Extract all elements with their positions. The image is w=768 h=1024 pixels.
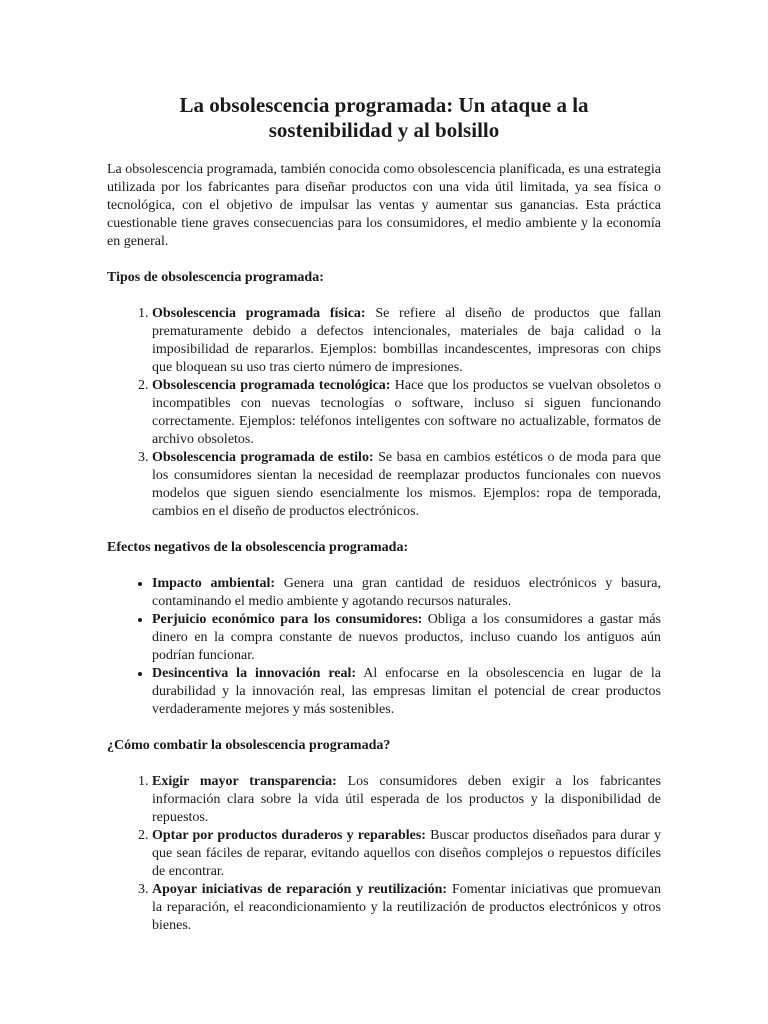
list-item <box>152 773 661 827</box>
list-item-term: Obsolescencia programada tecnológica: <box>152 378 391 393</box>
list-item <box>152 611 661 665</box>
list-item-text: Obliga a los consumidores a gastar más dinero en la compra constante de nuevos productos, incluso cuando los antiguos aún podrían funcionar. <box>152 612 661 663</box>
list-item <box>152 665 661 719</box>
list-item-text: Al enfocarse en la obsolescencia en lugar de la durabilidad y la innovación real, las empresas limitan el potencial de crear productos verdaderamente mejores y más sostenibles. <box>152 666 661 717</box>
section-heading-effects: Efectos negativos de la obsolescencia programada: <box>107 540 409 555</box>
list-item-term: Obsolescencia programada de estilo: <box>152 450 374 465</box>
list-item-term: Obsolescencia programada física: <box>152 306 366 321</box>
list-item <box>152 575 661 611</box>
document-title: La obsolescencia programada: Un ataque a la sostenibilidad y al bolsillo <box>179 93 589 142</box>
list-item <box>152 449 661 521</box>
list-item-term: Optar por productos duraderos y reparables: <box>152 828 426 843</box>
list-item-term: Apoyar iniciativas de reparación y reutilización: <box>152 882 448 897</box>
list-item <box>152 881 661 935</box>
section-heading-types: Tipos de obsolescencia programada: <box>107 270 324 285</box>
section-heading-combat: ¿Cómo combatir la obsolescencia programada? <box>107 738 391 753</box>
list-item-text: Los consumidores deben exigir a los fabricantes información clara sobre la vida útil esperada de los productos y la disponibilidad de repuestos. <box>152 774 662 825</box>
list-item-term: Desincentiva la innovación real: <box>152 666 357 681</box>
list-item <box>152 305 661 377</box>
list-item-term: Perjuicio económico para los consumidores: <box>152 612 423 627</box>
intro-paragraph: La obsolescencia programada, también conocida como obsolescencia planificada, es una estrategia utilizada por los fabricantes para diseñar productos con una vida útil limitada, ya sea física o tecnológica, con el objetivo de impulsar las ventas y aumentar sus ganancias. Esta práctica cuestionable tiene graves consecuencias para los consumidores, el medio ambiente y la economía en general. <box>107 162 661 249</box>
list-item <box>152 377 661 449</box>
combat-list <box>107 773 661 935</box>
list-item-text: Hace que los productos se vuelvan obsoletos o incompatibles con nuevas tecnologías o software, incluso si siguen funcionando correctamente. Ejemplos: teléfonos inteligentes con software no actualizable, formatos de archivo obsoletos. <box>152 378 662 447</box>
effects-list <box>107 575 661 719</box>
list-item <box>152 827 661 881</box>
list-item-text: Fomentar iniciativas que promuevan la reparación, el reacondicionamiento y la reutilización de productos electrónicos y otros bienes. <box>152 882 662 933</box>
list-item-term: Impacto ambiental: <box>152 576 276 591</box>
list-item-term: Exigir mayor transparencia: <box>152 774 337 789</box>
list-item-text: Se refiere al diseño de productos que fallan prematuramente debido a defectos intencionales, materiales de baja calidad o la imposibilidad de repararlos. Ejemplos: bombillas incandescentes, impresoras con chips que bloquean su uso tras cierto número de impresiones. <box>152 306 662 375</box>
types-list <box>107 305 661 521</box>
list-item-text: Buscar productos diseñados para durar y que sean fáciles de reparar, evitando aquellos con diseños complejos o repuestos difíciles de encontrar. <box>152 828 661 879</box>
list-item-text: Genera una gran cantidad de residuos electrónicos y basura, contaminando el medio ambiente y agotando recursos naturales. <box>152 576 661 609</box>
list-item-text: Se basa en cambios estéticos o de moda para que los consumidores sientan la necesidad de reemplazar productos funcionales con nuevos modelos que siguen siendo esencialmente los mismos. Ejemplos: ropa de temporada, cambios en el diseño de productos electrónicos. <box>152 450 662 519</box>
